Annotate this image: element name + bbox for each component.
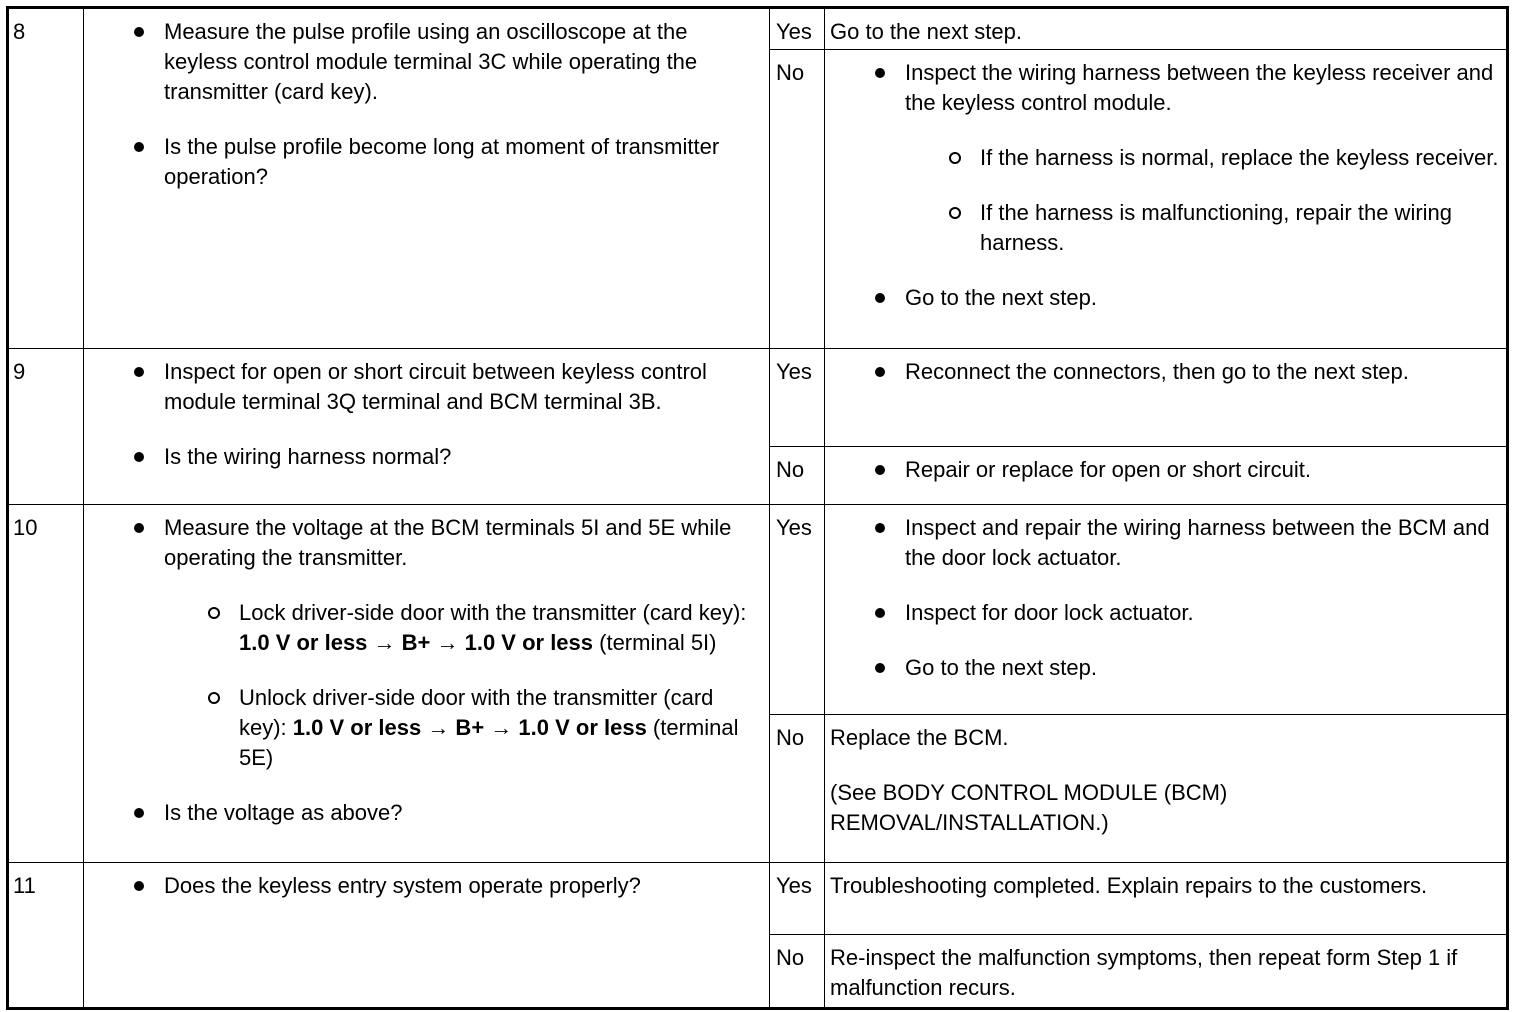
step-9-yes-row	[8, 349, 1508, 447]
action-item	[830, 283, 1501, 313]
action-subitem	[905, 198, 1501, 258]
result-yes: Yes	[770, 505, 825, 715]
action-text: Inspect the wiring harness between the keyless receiver and the keyless control module.	[905, 60, 1494, 115]
step-number: 9	[8, 349, 84, 505]
inspection-subtext: Unlock driver-side door with the transmitter (card key):	[239, 685, 714, 740]
inspection-cell	[84, 349, 770, 505]
result-no: No	[770, 447, 825, 505]
bullet-icon	[134, 881, 144, 891]
circle-bullet-icon	[208, 692, 220, 704]
action-subtext: If the harness is normal, replace the keyless receiver.	[980, 145, 1499, 170]
bullet-icon	[134, 142, 144, 152]
inspection-item	[89, 357, 764, 417]
action-cell	[825, 505, 1508, 715]
bullet-icon	[875, 367, 885, 377]
inspection-text: Does the keyless entry system operate properly?	[164, 873, 641, 898]
step-number: 10	[8, 505, 84, 863]
action-cell: Troubleshooting completed. Explain repairs to the customers.	[825, 863, 1508, 935]
inspection-text: Inspect for open or short circuit between keyless control module terminal 3Q terminal and BCM terminal 3B.	[164, 359, 707, 414]
terminal-note: (terminal 5E)	[239, 715, 739, 770]
result-no: No	[770, 935, 825, 1009]
circle-bullet-icon	[949, 207, 961, 219]
inspection-item	[89, 132, 764, 192]
action-subtext: If the harness is malfunctioning, repair the wiring harness.	[980, 200, 1453, 255]
step-10-yes-row	[8, 505, 1508, 715]
action-cell	[825, 50, 1508, 349]
voltage-spec: 1.0 V or less → B+ → 1.0 V or less	[292, 715, 647, 740]
action-cell	[825, 715, 1508, 863]
action-subitem	[905, 143, 1501, 173]
bullet-icon	[875, 608, 885, 618]
result-no: No	[770, 715, 825, 863]
step-number: 8	[8, 8, 84, 349]
result-yes: Yes	[770, 8, 825, 50]
inspection-cell	[84, 8, 770, 349]
troubleshooting-table	[6, 6, 1509, 1010]
bullet-icon	[875, 465, 885, 475]
action-item	[830, 58, 1501, 258]
voltage-spec: 1.0 V or less → B+ → 1.0 V or less	[239, 630, 594, 655]
inspection-item	[89, 442, 764, 472]
action-text: Go to the next step.	[905, 285, 1098, 310]
inspection-item	[89, 513, 764, 773]
action-text: Reconnect the connectors, then go to the next step.	[905, 359, 1409, 384]
step-8-yes-row	[8, 8, 1508, 50]
inspection-subitem	[164, 683, 764, 773]
action-item	[830, 455, 1501, 485]
inspection-subitem	[164, 598, 764, 658]
bullet-icon	[875, 68, 885, 78]
action-cell	[825, 447, 1508, 505]
inspection-text: Is the pulse profile become long at moment of transmitter operation?	[164, 134, 720, 189]
inspection-text: Is the voltage as above?	[164, 800, 403, 825]
action-cell: Re-inspect the malfunction symptoms, then repeat form Step 1 if malfunction recurs.	[825, 935, 1508, 1009]
inspection-cell	[84, 505, 770, 863]
inspection-text: Measure the voltage at the BCM terminals 5I and 5E while operating the transmitter.	[164, 515, 732, 570]
action-text: Repair or replace for open or short circuit.	[905, 457, 1311, 482]
bullet-icon	[875, 523, 885, 533]
bullet-icon	[134, 452, 144, 462]
inspection-item	[89, 871, 764, 901]
action-item	[830, 513, 1501, 573]
inspection-text: Is the wiring harness normal?	[164, 444, 452, 469]
step-number: 11	[8, 863, 84, 1009]
inspection-subtext: Lock driver-side door with the transmitter (card key):	[239, 600, 747, 625]
step-11-yes-row	[8, 863, 1508, 935]
bullet-icon	[134, 27, 144, 37]
circle-bullet-icon	[208, 607, 220, 619]
inspection-cell	[84, 863, 770, 1009]
inspection-item	[89, 17, 764, 107]
terminal-note: (terminal 5I)	[593, 630, 717, 655]
action-text: Inspect and repair the wiring harness between the BCM and the door lock actuator.	[905, 515, 1490, 570]
action-text: Replace the BCM.	[830, 725, 1009, 750]
bullet-icon	[875, 663, 885, 673]
action-item	[830, 598, 1501, 628]
action-item	[830, 653, 1501, 683]
action-cell: Go to the next step.	[825, 8, 1508, 50]
action-text: Inspect for door lock actuator.	[905, 600, 1194, 625]
result-yes: Yes	[770, 349, 825, 447]
bullet-icon	[134, 367, 144, 377]
inspection-text: Measure the pulse profile using an oscilloscope at the keyless control module terminal 3C while operating the transmitter (card key).	[164, 19, 698, 104]
result-no: No	[770, 50, 825, 349]
inspection-item	[89, 798, 764, 828]
reference-note: (See BODY CONTROL MODULE (BCM) REMOVAL/INSTALLATION.)	[830, 780, 1228, 835]
bullet-icon	[134, 523, 144, 533]
result-yes: Yes	[770, 863, 825, 935]
action-cell	[825, 349, 1508, 447]
bullet-icon	[875, 293, 885, 303]
action-text: Go to the next step.	[905, 655, 1098, 680]
bullet-icon	[134, 808, 144, 818]
circle-bullet-icon	[949, 152, 961, 164]
action-item	[830, 357, 1501, 387]
